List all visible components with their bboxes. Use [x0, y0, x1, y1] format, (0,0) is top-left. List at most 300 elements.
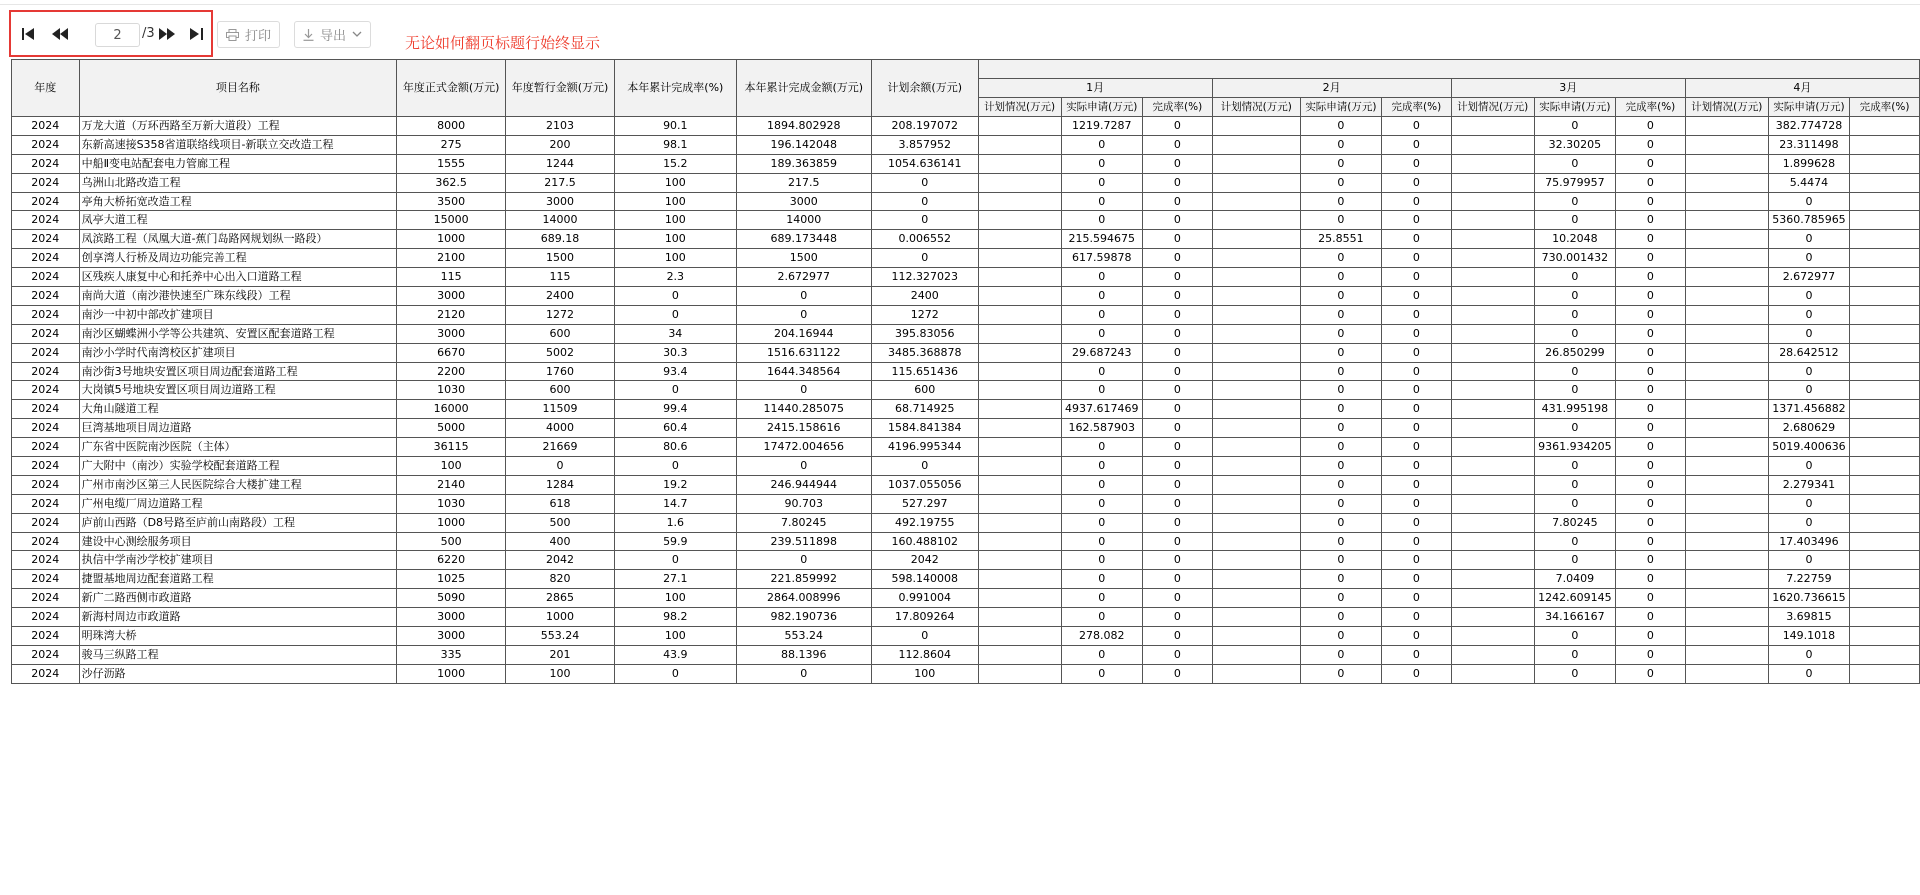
sub-header-plan: 计划情况(万元) — [1212, 98, 1300, 117]
cell-completion-rate: 60.4 — [614, 419, 736, 438]
cell-project-name: 万龙大道（万环西路至万新大道段）工程 — [79, 117, 397, 136]
cell-apr-actual: 0 — [1768, 494, 1850, 513]
table-row — [12, 457, 1920, 476]
cell-apr-actual: 0 — [1768, 249, 1850, 268]
cell-apr-rate — [1850, 645, 1920, 664]
cell-apr-rate — [1850, 324, 1920, 343]
cell-mar-rate: 0 — [1616, 419, 1686, 438]
table-row — [12, 230, 1920, 249]
cell-mar-plan — [1451, 475, 1534, 494]
cell-mar-rate: 0 — [1616, 381, 1686, 400]
cell-mar-plan — [1451, 608, 1534, 627]
cell-jan-actual: 0 — [1061, 608, 1143, 627]
cell-year: 2024 — [12, 362, 80, 381]
cell-feb-rate: 0 — [1382, 192, 1452, 211]
cell-apr-rate — [1850, 664, 1920, 683]
cell-apr-rate — [1850, 249, 1920, 268]
cell-jan-actual: 4937.617469 — [1061, 400, 1143, 419]
cell-completed-amount: 0 — [736, 381, 871, 400]
cell-feb-actual: 0 — [1300, 362, 1381, 381]
cell-project-name: 建设中心测绘服务项目 — [79, 532, 397, 551]
cell-completion-rate: 14.7 — [614, 494, 736, 513]
cell-temp-amount: 1500 — [506, 249, 615, 268]
cell-mar-actual: 0 — [1534, 381, 1616, 400]
cell-jan-rate: 0 — [1143, 249, 1213, 268]
cell-jan-actual: 0 — [1061, 645, 1143, 664]
cell-jan-rate: 0 — [1143, 532, 1213, 551]
cell-completion-rate: 0 — [614, 457, 736, 476]
cell-formal-amount: 2120 — [397, 305, 506, 324]
last-page-button[interactable] — [186, 22, 208, 46]
cell-plan-balance: 112.327023 — [871, 268, 978, 287]
cell-completed-amount: 11440.285075 — [736, 400, 871, 419]
cell-jan-actual: 0 — [1061, 211, 1143, 230]
cell-feb-rate: 0 — [1382, 343, 1452, 362]
cell-formal-amount: 1000 — [397, 513, 506, 532]
cell-apr-plan — [1685, 211, 1768, 230]
cell-feb-actual: 0 — [1300, 135, 1381, 154]
cell-mar-actual: 0 — [1534, 645, 1616, 664]
cell-mar-rate: 0 — [1616, 324, 1686, 343]
cell-completion-rate: 0 — [614, 381, 736, 400]
cell-apr-actual: 0 — [1768, 513, 1850, 532]
cell-apr-plan — [1685, 457, 1768, 476]
cell-apr-rate — [1850, 135, 1920, 154]
cell-jan-rate: 0 — [1143, 494, 1213, 513]
cell-jan-rate: 0 — [1143, 589, 1213, 608]
cell-feb-plan — [1212, 249, 1300, 268]
cell-completed-amount: 1644.348564 — [736, 362, 871, 381]
cell-mar-rate: 0 — [1616, 211, 1686, 230]
cell-apr-actual: 5019.400636 — [1768, 438, 1850, 457]
cell-completed-amount: 0 — [736, 551, 871, 570]
cell-apr-actual: 23.311498 — [1768, 135, 1850, 154]
cell-mar-plan — [1451, 324, 1534, 343]
cell-year: 2024 — [12, 664, 80, 683]
cell-mar-rate: 0 — [1616, 287, 1686, 306]
cell-apr-plan — [1685, 287, 1768, 306]
cell-apr-rate — [1850, 532, 1920, 551]
cell-temp-amount: 21669 — [506, 438, 615, 457]
cell-formal-amount: 335 — [397, 645, 506, 664]
cell-completion-rate: 1.6 — [614, 513, 736, 532]
cell-formal-amount: 1555 — [397, 154, 506, 173]
cell-project-name: 新广二路西侧市政道路 — [79, 589, 397, 608]
table-row — [12, 305, 1920, 324]
cell-jan-rate: 0 — [1143, 381, 1213, 400]
cell-feb-plan — [1212, 117, 1300, 136]
table-row — [12, 664, 1920, 683]
cell-apr-rate — [1850, 457, 1920, 476]
cell-mar-actual: 7.0409 — [1534, 570, 1616, 589]
cell-jan-plan — [978, 532, 1061, 551]
cell-apr-actual: 0 — [1768, 305, 1850, 324]
cell-mar-rate: 0 — [1616, 570, 1686, 589]
cell-apr-plan — [1685, 400, 1768, 419]
cell-jan-actual: 0 — [1061, 589, 1143, 608]
rewind-icon — [52, 28, 68, 40]
cell-apr-actual: 0 — [1768, 457, 1850, 476]
page-number-input[interactable] — [95, 23, 140, 47]
cell-apr-rate — [1850, 192, 1920, 211]
sub-header-rate: 完成率(%) — [1143, 98, 1213, 117]
cell-plan-balance: 68.714925 — [871, 400, 978, 419]
cell-apr-actual: 0 — [1768, 362, 1850, 381]
cell-jan-actual: 0 — [1061, 457, 1143, 476]
cell-feb-plan — [1212, 400, 1300, 419]
cell-formal-amount: 275 — [397, 135, 506, 154]
cell-jan-actual: 0 — [1061, 494, 1143, 513]
cell-temp-amount: 689.18 — [506, 230, 615, 249]
cell-mar-actual: 0 — [1534, 664, 1616, 683]
cell-jan-plan — [978, 570, 1061, 589]
cell-feb-rate: 0 — [1382, 381, 1452, 400]
cell-year: 2024 — [12, 192, 80, 211]
cell-jan-plan — [978, 457, 1061, 476]
cell-mar-rate: 0 — [1616, 664, 1686, 683]
col-header-completed-amount: 本年累计完成金额(万元) — [736, 60, 871, 117]
cell-apr-rate — [1850, 173, 1920, 192]
top-divider — [0, 0, 1920, 5]
print-label: 打印 — [245, 29, 272, 44]
cell-project-name: 明珠湾大桥 — [79, 627, 397, 646]
cell-completion-rate: 100 — [614, 589, 736, 608]
cell-apr-actual: 382.774728 — [1768, 117, 1850, 136]
cell-formal-amount: 115 — [397, 268, 506, 287]
cell-feb-rate: 0 — [1382, 324, 1452, 343]
cell-completed-amount: 689.173448 — [736, 230, 871, 249]
chevron-down-icon — [352, 31, 362, 38]
cell-mar-plan — [1451, 532, 1534, 551]
cell-mar-plan — [1451, 135, 1534, 154]
cell-feb-rate: 0 — [1382, 211, 1452, 230]
cell-completed-amount: 221.859992 — [736, 570, 871, 589]
cell-mar-plan — [1451, 305, 1534, 324]
cell-mar-plan — [1451, 457, 1534, 476]
cell-jan-plan — [978, 494, 1061, 513]
cell-jan-plan — [978, 664, 1061, 683]
cell-completed-amount: 2415.158616 — [736, 419, 871, 438]
cell-plan-balance: 0 — [871, 192, 978, 211]
cell-temp-amount: 100 — [506, 664, 615, 683]
cell-temp-amount: 4000 — [506, 419, 615, 438]
cell-feb-actual: 0 — [1300, 645, 1381, 664]
cell-project-name: 巨湾基地项目周边道路 — [79, 419, 397, 438]
cell-apr-rate — [1850, 117, 1920, 136]
cell-feb-actual: 0 — [1300, 664, 1381, 683]
cell-formal-amount: 36115 — [397, 438, 506, 457]
cell-formal-amount: 1000 — [397, 664, 506, 683]
cell-feb-rate: 0 — [1382, 362, 1452, 381]
cell-completed-amount: 1894.802928 — [736, 117, 871, 136]
cell-jan-plan — [978, 173, 1061, 192]
table-row — [12, 173, 1920, 192]
cell-completion-rate: 100 — [614, 192, 736, 211]
cell-plan-balance: 3.857952 — [871, 135, 978, 154]
cell-completed-amount: 0 — [736, 287, 871, 306]
cell-mar-actual: 10.2048 — [1534, 230, 1616, 249]
cell-feb-rate: 0 — [1382, 532, 1452, 551]
sub-header-rate: 完成率(%) — [1850, 98, 1920, 117]
cell-project-name: 区残疾人康复中心和托养中心出入口道路工程 — [79, 268, 397, 287]
cell-temp-amount: 14000 — [506, 211, 615, 230]
sub-header-actual: 实际申请(万元) — [1300, 98, 1381, 117]
cell-feb-plan — [1212, 362, 1300, 381]
cell-mar-rate: 0 — [1616, 494, 1686, 513]
next-page-button[interactable] — [156, 22, 178, 46]
cell-apr-plan — [1685, 117, 1768, 136]
cell-year: 2024 — [12, 249, 80, 268]
prev-page-button[interactable] — [49, 22, 71, 46]
cell-jan-actual: 162.587903 — [1061, 419, 1143, 438]
first-page-button[interactable] — [17, 22, 39, 46]
cell-apr-rate — [1850, 287, 1920, 306]
table-row — [12, 475, 1920, 494]
table-row — [12, 551, 1920, 570]
cell-apr-rate — [1850, 419, 1920, 438]
cell-temp-amount: 600 — [506, 324, 615, 343]
cell-jan-plan — [978, 192, 1061, 211]
cell-completion-rate: 100 — [614, 173, 736, 192]
cell-jan-plan — [978, 400, 1061, 419]
cell-year: 2024 — [12, 494, 80, 513]
cell-completion-rate: 100 — [614, 211, 736, 230]
cell-completed-amount: 0 — [736, 457, 871, 476]
cell-mar-plan — [1451, 230, 1534, 249]
cell-jan-actual: 215.594675 — [1061, 230, 1143, 249]
cell-apr-actual: 3.69815 — [1768, 608, 1850, 627]
cell-apr-plan — [1685, 305, 1768, 324]
printer-icon — [226, 29, 239, 41]
cell-formal-amount: 2200 — [397, 362, 506, 381]
cell-mar-actual: 0 — [1534, 551, 1616, 570]
cell-apr-rate — [1850, 362, 1920, 381]
cell-apr-plan — [1685, 192, 1768, 211]
cell-completed-amount: 1516.631122 — [736, 343, 871, 362]
cell-apr-plan — [1685, 324, 1768, 343]
cell-jan-plan — [978, 249, 1061, 268]
cell-mar-plan — [1451, 438, 1534, 457]
cell-jan-rate: 0 — [1143, 645, 1213, 664]
cell-completion-rate: 19.2 — [614, 475, 736, 494]
cell-feb-actual: 0 — [1300, 305, 1381, 324]
cell-completion-rate: 15.2 — [614, 154, 736, 173]
cell-year: 2024 — [12, 173, 80, 192]
cell-plan-balance: 527.297 — [871, 494, 978, 513]
cell-mar-rate: 0 — [1616, 305, 1686, 324]
cell-apr-actual: 2.279341 — [1768, 475, 1850, 494]
cell-formal-amount: 500 — [397, 532, 506, 551]
cell-temp-amount: 1272 — [506, 305, 615, 324]
cell-feb-rate: 0 — [1382, 400, 1452, 419]
cell-completion-rate: 0 — [614, 287, 736, 306]
cell-feb-rate: 0 — [1382, 173, 1452, 192]
cell-apr-actual: 5.4474 — [1768, 173, 1850, 192]
cell-apr-actual: 2.672977 — [1768, 268, 1850, 287]
cell-jan-rate: 0 — [1143, 551, 1213, 570]
cell-mar-rate: 0 — [1616, 117, 1686, 136]
cell-jan-actual: 0 — [1061, 173, 1143, 192]
cell-project-name: 大岗镇5号地块安置区项目周边道路工程 — [79, 381, 397, 400]
cell-feb-rate: 0 — [1382, 230, 1452, 249]
cell-year: 2024 — [12, 135, 80, 154]
cell-formal-amount: 16000 — [397, 400, 506, 419]
cell-mar-plan — [1451, 249, 1534, 268]
cell-formal-amount: 3500 — [397, 192, 506, 211]
cell-jan-rate: 0 — [1143, 287, 1213, 306]
cell-mar-plan — [1451, 494, 1534, 513]
cell-feb-actual: 0 — [1300, 324, 1381, 343]
cell-project-name: 骏马三纵路工程 — [79, 645, 397, 664]
cell-plan-balance: 2042 — [871, 551, 978, 570]
cell-feb-rate: 0 — [1382, 305, 1452, 324]
cell-feb-actual: 0 — [1300, 381, 1381, 400]
cell-completed-amount: 204.16944 — [736, 324, 871, 343]
cell-mar-actual: 0 — [1534, 192, 1616, 211]
cell-mar-rate: 0 — [1616, 173, 1686, 192]
cell-year: 2024 — [12, 211, 80, 230]
cell-apr-plan — [1685, 438, 1768, 457]
cell-mar-rate: 0 — [1616, 532, 1686, 551]
cell-jan-plan — [978, 135, 1061, 154]
cell-feb-actual: 0 — [1300, 287, 1381, 306]
cell-completion-rate: 59.9 — [614, 532, 736, 551]
sub-header-actual: 实际申请(万元) — [1768, 98, 1850, 117]
print-button[interactable] — [217, 21, 280, 48]
sub-header-actual: 实际申请(万元) — [1534, 98, 1616, 117]
cell-plan-balance: 0 — [871, 173, 978, 192]
cell-jan-plan — [978, 154, 1061, 173]
cell-jan-rate: 0 — [1143, 211, 1213, 230]
cell-jan-actual: 0 — [1061, 287, 1143, 306]
table-row — [12, 645, 1920, 664]
table-row — [12, 268, 1920, 287]
cell-feb-rate: 0 — [1382, 135, 1452, 154]
cell-feb-actual: 0 — [1300, 532, 1381, 551]
cell-apr-rate — [1850, 230, 1920, 249]
cell-temp-amount: 2103 — [506, 117, 615, 136]
cell-completion-rate: 0 — [614, 551, 736, 570]
cell-mar-actual: 0 — [1534, 324, 1616, 343]
cell-completed-amount: 189.363859 — [736, 154, 871, 173]
cell-apr-rate — [1850, 494, 1920, 513]
cell-project-name: 沙仔沥路 — [79, 664, 397, 683]
cell-mar-plan — [1451, 287, 1534, 306]
cell-jan-rate: 0 — [1143, 438, 1213, 457]
month-header: 2月 — [1212, 79, 1451, 98]
cell-project-name: 新海村周边市政道路 — [79, 608, 397, 627]
cell-jan-rate: 0 — [1143, 305, 1213, 324]
cell-mar-rate: 0 — [1616, 362, 1686, 381]
cell-feb-actual: 0 — [1300, 457, 1381, 476]
cell-mar-plan — [1451, 117, 1534, 136]
cell-temp-amount: 820 — [506, 570, 615, 589]
cell-feb-actual: 0 — [1300, 438, 1381, 457]
cell-jan-rate: 0 — [1143, 117, 1213, 136]
cell-apr-rate — [1850, 305, 1920, 324]
cell-completion-rate: 27.1 — [614, 570, 736, 589]
cell-feb-rate: 0 — [1382, 551, 1452, 570]
cell-year: 2024 — [12, 532, 80, 551]
cell-project-name: 乌洲山北路改造工程 — [79, 173, 397, 192]
monthly-group-header — [978, 60, 1919, 79]
cell-jan-plan — [978, 230, 1061, 249]
cell-jan-plan — [978, 419, 1061, 438]
cell-feb-plan — [1212, 513, 1300, 532]
cell-apr-actual: 0 — [1768, 664, 1850, 683]
cell-feb-rate: 0 — [1382, 154, 1452, 173]
cell-feb-plan — [1212, 627, 1300, 646]
cell-feb-actual: 0 — [1300, 570, 1381, 589]
cell-completed-amount: 2.672977 — [736, 268, 871, 287]
cell-year: 2024 — [12, 268, 80, 287]
cell-mar-actual: 0 — [1534, 268, 1616, 287]
cell-mar-plan — [1451, 419, 1534, 438]
cell-temp-amount: 0 — [506, 457, 615, 476]
cell-formal-amount: 1025 — [397, 570, 506, 589]
cell-plan-balance: 395.83056 — [871, 324, 978, 343]
cell-apr-rate — [1850, 551, 1920, 570]
cell-jan-plan — [978, 287, 1061, 306]
cell-jan-plan — [978, 362, 1061, 381]
export-dropdown[interactable] — [294, 21, 371, 48]
cell-apr-actual: 0 — [1768, 230, 1850, 249]
fast-forward-icon — [159, 28, 175, 40]
cell-formal-amount: 1030 — [397, 494, 506, 513]
cell-completed-amount: 14000 — [736, 211, 871, 230]
cell-jan-plan — [978, 475, 1061, 494]
table-row — [12, 287, 1920, 306]
cell-jan-plan — [978, 551, 1061, 570]
col-header-project-name: 项目名称 — [79, 60, 397, 117]
cell-mar-plan — [1451, 381, 1534, 400]
cell-temp-amount: 3000 — [506, 192, 615, 211]
cell-apr-plan — [1685, 475, 1768, 494]
cell-mar-plan — [1451, 400, 1534, 419]
cell-apr-plan — [1685, 362, 1768, 381]
cell-completed-amount: 17472.004656 — [736, 438, 871, 457]
cell-year: 2024 — [12, 343, 80, 362]
project-plan-table — [11, 59, 1920, 684]
cell-year: 2024 — [12, 608, 80, 627]
cell-apr-actual: 1620.736615 — [1768, 589, 1850, 608]
cell-apr-plan — [1685, 532, 1768, 551]
cell-feb-plan — [1212, 570, 1300, 589]
cell-formal-amount: 100 — [397, 457, 506, 476]
cell-feb-actual: 0 — [1300, 589, 1381, 608]
cell-apr-plan — [1685, 664, 1768, 683]
col-header-completion-rate: 本年累计完成率(%) — [614, 60, 736, 117]
cell-mar-plan — [1451, 664, 1534, 683]
cell-feb-actual: 0 — [1300, 400, 1381, 419]
first-page-icon — [21, 28, 35, 40]
cell-formal-amount: 1030 — [397, 381, 506, 400]
cell-feb-rate: 0 — [1382, 457, 1452, 476]
cell-feb-rate: 0 — [1382, 494, 1452, 513]
cell-apr-actual: 17.403496 — [1768, 532, 1850, 551]
cell-plan-balance: 0 — [871, 249, 978, 268]
cell-feb-rate: 0 — [1382, 268, 1452, 287]
cell-project-name: 广州电缆厂周边道路工程 — [79, 494, 397, 513]
cell-jan-rate: 0 — [1143, 192, 1213, 211]
cell-year: 2024 — [12, 154, 80, 173]
cell-temp-amount: 2042 — [506, 551, 615, 570]
cell-mar-actual: 0 — [1534, 457, 1616, 476]
cell-feb-plan — [1212, 135, 1300, 154]
cell-plan-balance: 115.651436 — [871, 362, 978, 381]
cell-plan-balance: 17.809264 — [871, 608, 978, 627]
table-row — [12, 249, 1920, 268]
